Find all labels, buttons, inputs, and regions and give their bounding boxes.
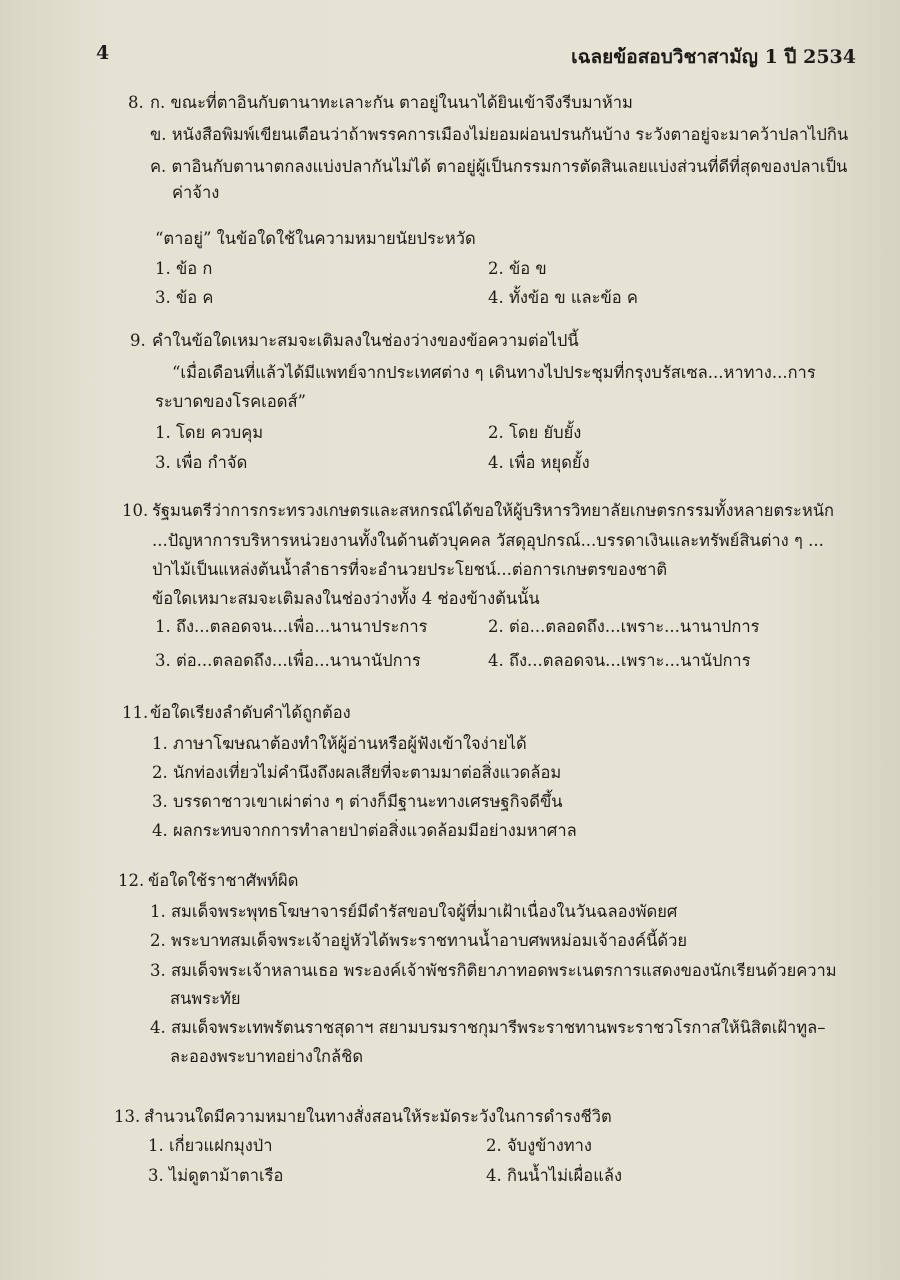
page-header-title: เฉลยข้อสอบวิชาสามัญ 1 ปี 2534 <box>571 46 856 68</box>
question-11-number: 11. <box>122 703 149 722</box>
question-13-choice-4[interactable]: 4. กินน้ำไม่เผื่อแล้ง <box>486 1166 622 1185</box>
question-13-choice-1[interactable]: 1. เกี่ยวแฝกมุงป่า <box>148 1136 273 1155</box>
question-12-choice-2[interactable]: 2. พระบาทสมเด็จพระเจ้าอยู่หัวได้พระราชทานน้ำอาบศพหม่อมเจ้าองค์นี้ด้วย <box>150 931 688 950</box>
question-9-number: 9. <box>130 331 146 350</box>
question-10-prompt: ข้อใดเหมาะสมจะเติมลงในช่องว่างทั้ง 4 ช่องข้างต้นนั้น <box>152 589 540 608</box>
question-9-choice-3[interactable]: 3. เพื่อ กำจัด <box>155 453 248 472</box>
question-10-line-3: ป่าไม้เป็นแหล่งต้นน้ำลำธารที่จะอำนวยประโยชน์...ต่อการเกษตรของชาติ <box>152 560 668 579</box>
question-10-number: 10. <box>122 501 149 520</box>
question-8-number: 8. <box>128 93 144 112</box>
question-13-text: สำนวนใดมีความหมายในทางสั่งสอนให้ระมัดระวังในการดำรงชีวิต <box>144 1107 612 1126</box>
question-10-choice-3[interactable]: 3. ต่อ...ตลอดถึง...เพื่อ...นานานัปการ <box>155 651 421 670</box>
question-8-statement-c-cont: ค่าจ้าง <box>172 183 220 202</box>
question-8-choice-3[interactable]: 3. ข้อ ค <box>155 288 214 307</box>
question-11-text: ข้อใดเรียงลำดับคำได้ถูกต้อง <box>150 703 351 722</box>
question-13-choice-2[interactable]: 2. จับงูข้างทาง <box>486 1136 592 1155</box>
question-11-choice-3[interactable]: 3. บรรดาชาวเขาเผ่าต่าง ๆ ต่างก็มีฐานะทางเศรษฐกิจดีขึ้น <box>152 792 563 811</box>
question-10-choice-2[interactable]: 2. ต่อ...ตลอดถึง...เพราะ...นานาปการ <box>488 617 760 636</box>
question-9-choice-2[interactable]: 2. โดย ยับยั้ง <box>488 423 582 442</box>
question-8-choice-1[interactable]: 1. ข้อ ก <box>155 259 213 278</box>
question-12-choice-3[interactable]: 3. สมเด็จพระเจ้าหลานเธอ พระองค์เจ้าพัชรกิติยาภาทอดพระเนตรการแสดงของนักเรียนด้วยความ <box>150 961 837 980</box>
question-8-statement-a: ก. ขณะที่ตาอินกับตานาทะเลาะกัน ตาอยู่ในนาได้ยินเข้าจึงรีบมาห้าม <box>150 93 633 112</box>
question-8-statement-c: ค. ตาอินกับตานาตกลงแบ่งปลากันไม่ได้ ตาอยู่ผู้เป็นกรรมการตัดสินเลยแบ่งส่วนที่ดีที่สุดของปลาเป็น <box>150 157 848 176</box>
question-9-text: คำในข้อใดเหมาะสมจะเติมลงในช่องว่างของข้อความต่อไปนี้ <box>152 331 579 350</box>
question-10-choice-4[interactable]: 4. ถึง...ตลอดจน...เพราะ...นานัปการ <box>488 651 751 670</box>
question-13-choice-3[interactable]: 3. ไม่ดูตาม้าตาเรือ <box>148 1166 284 1185</box>
question-10-choice-1[interactable]: 1. ถึง...ตลอดจน...เพื่อ...นานาประการ <box>155 617 428 636</box>
question-8-prompt: “ตาอยู่” ในข้อใดใช้ในความหมายนัยประหวัด <box>155 229 476 248</box>
question-12-choice-4-cont: ละอองพระบาทอย่างใกล้ชิด <box>170 1047 364 1066</box>
question-12-text: ข้อใดใช้ราชาศัพท์ผิด <box>148 871 299 890</box>
question-12-choice-1[interactable]: 1. สมเด็จพระพุทธโฆษาจารย์มีดำรัสขอบใจผู้ที่มาเฝ้าเนื่องในวันฉลองพัดยศ <box>150 902 678 921</box>
question-9-quote: “เมื่อเดือนที่แล้วได้มีแพทย์จากประเทศต่าง ๆ เดินทางไปประชุมที่กรุงบรัสเซล...หาทาง...การ <box>172 363 816 382</box>
question-9-quote-cont: ระบาดของโรคเอดส์” <box>155 392 306 411</box>
question-11-choice-1[interactable]: 1. ภาษาโฆษณาต้องทำให้ผู้อ่านหรือผู้ฟังเข้าใจง่ายได้ <box>152 734 527 753</box>
question-9-choice-1[interactable]: 1. โดย ควบคุม <box>155 423 264 442</box>
question-8-choice-2[interactable]: 2. ข้อ ข <box>488 259 547 278</box>
question-12-choice-4[interactable]: 4. สมเด็จพระเทพรัตนราชสุดาฯ สยามบรมราชกุมารีพระราชทานพระราชวโรกาสให้นิสิตเฝ้าทูล– <box>150 1018 826 1037</box>
question-8-statement-b: ข. หนังสือพิมพ์เขียนเตือนว่าถ้าพรรคการเมืองไม่ยอมผ่อนปรนกันบ้าง ระวังตาอยู่จะมาคว้าปลาไปกิน <box>150 125 849 144</box>
question-8-choice-4[interactable]: 4. ทั้งข้อ ข และข้อ ค <box>488 288 638 307</box>
question-12-number: 12. <box>118 871 145 890</box>
question-11-choice-4[interactable]: 4. ผลกระทบจากการทำลายป่าต่อสิ่งแวดล้อมมีอย่างมหาศาล <box>152 821 577 840</box>
question-9-choice-4[interactable]: 4. เพื่อ หยุดยั้ง <box>488 453 590 472</box>
question-11-choice-2[interactable]: 2. นักท่องเที่ยวไม่คำนึงถึงผลเสียที่จะตามมาต่อสิ่งแวดล้อม <box>152 763 562 782</box>
question-10-line-2: ...ปัญหาการบริหารหน่วยงานทั้งในด้านตัวบุคคล วัสดุอุปกรณ์...บรรดาเงินและทรัพย์สินต่าง ๆ ... <box>152 531 824 550</box>
question-10-line-1: รัฐมนตรีว่าการกระทรวงเกษตรและสหกรณ์ได้ขอให้ผู้บริหารวิทยาลัยเกษตรกรรมทั้งหลายตระหนัก <box>152 501 835 520</box>
page-number: 4 <box>96 42 110 64</box>
question-12-choice-3-cont: สนพระทัย <box>170 989 241 1008</box>
question-13-number: 13. <box>114 1107 141 1126</box>
